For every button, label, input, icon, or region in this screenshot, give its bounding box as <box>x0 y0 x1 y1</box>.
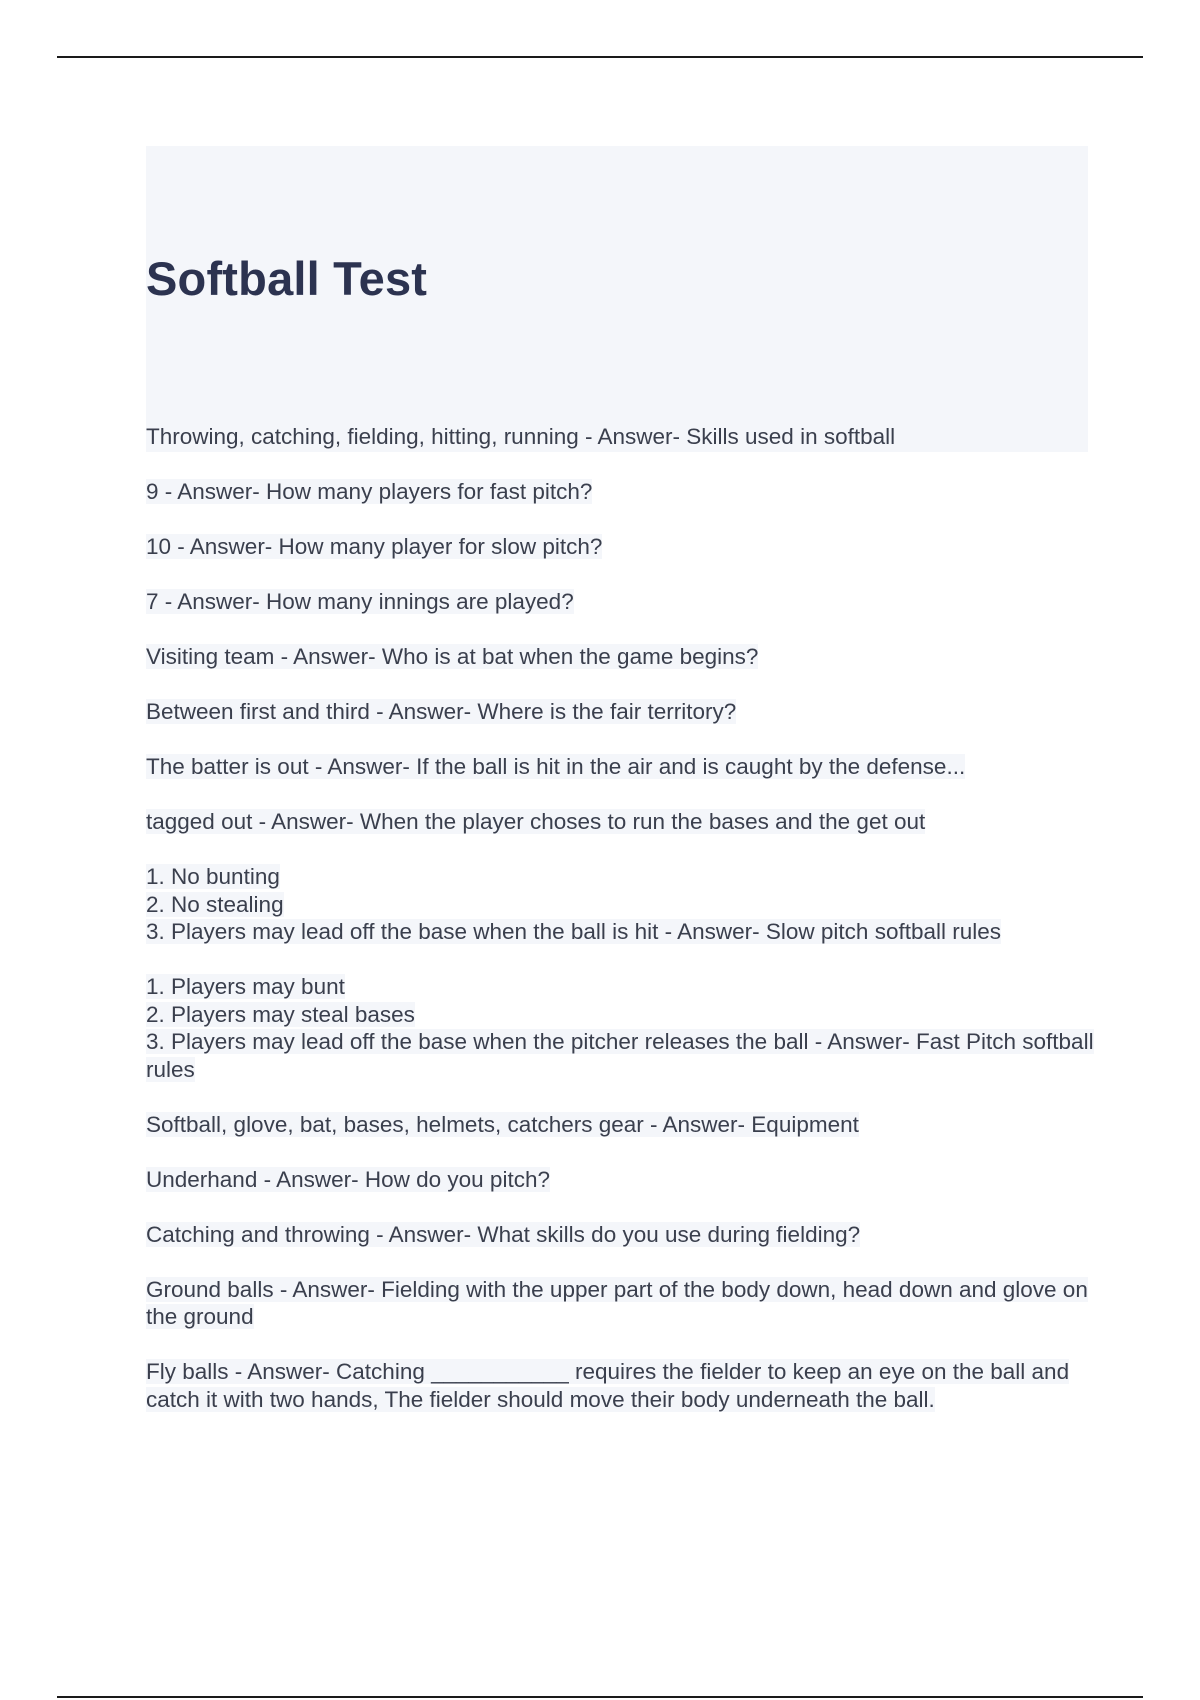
qa-text: Throwing, catching, fielding, hitting, running - Answer- Skills used in softball <box>146 424 896 449</box>
qa-item <box>146 478 1096 506</box>
qa-text: 9 - Answer- How many players for fast pitch? <box>146 479 593 504</box>
qa-item <box>146 643 1096 671</box>
qa-text: Fly balls - Answer- Catching ___________ requires the fielder to keep an eye on the ball and catch it with two hands, The fielder should move their body underneath the ball. <box>146 1359 1070 1412</box>
qa-item <box>146 1276 1096 1331</box>
bottom-rule <box>57 1696 1143 1698</box>
qa-text: 7 - Answer- How many innings are played? <box>146 589 574 614</box>
qa-item <box>146 588 1096 616</box>
qa-item <box>146 1358 1096 1413</box>
qa-item <box>146 973 1096 1083</box>
qa-item <box>146 533 1096 561</box>
qa-text: The batter is out - Answer- If the ball is hit in the air and is caught by the defense... <box>146 754 966 779</box>
qa-text: Underhand - Answer- How do you pitch? <box>146 1166 550 1192</box>
qa-text: Between first and third - Answer- Where is the fair territory? <box>146 699 737 724</box>
qa-text: Catching and throwing - Answer- What skills do you use during fielding? <box>146 1221 861 1247</box>
qa-item <box>146 423 1096 451</box>
qa-item <box>146 863 1096 946</box>
qa-item <box>146 1111 1096 1139</box>
document-title: Softball Test <box>146 252 428 305</box>
top-rule <box>57 56 1143 58</box>
qa-list <box>146 423 1096 1441</box>
qa-text: 1. Players may bunt 2. Players may steal bases 3. Players may lead off the base when the pitcher releases the ball - Answer- Fast Pitch softball rules <box>146 974 1094 1082</box>
qa-item <box>146 1221 1096 1249</box>
qa-text: Ground balls - Answer- Fielding with the upper part of the body down, head down and glove on the ground <box>146 1276 1088 1329</box>
qa-item <box>146 1166 1096 1194</box>
qa-item <box>146 808 1096 836</box>
qa-text: 1. No bunting 2. No stealing 3. Players may lead off the base when the ball is hit - Answer- Slow pitch softball rules <box>146 864 1002 944</box>
qa-item <box>146 753 1096 781</box>
qa-text: Visiting team - Answer- Who is at bat when the game begins? <box>146 644 759 669</box>
qa-text: tagged out - Answer- When the player choses to run the bases and the get out <box>146 809 926 834</box>
qa-text: Softball, glove, bat, bases, helmets, catchers gear - Answer- Equipment <box>146 1111 859 1137</box>
qa-text: 10 - Answer- How many player for slow pitch? <box>146 534 603 559</box>
qa-item <box>146 698 1096 726</box>
